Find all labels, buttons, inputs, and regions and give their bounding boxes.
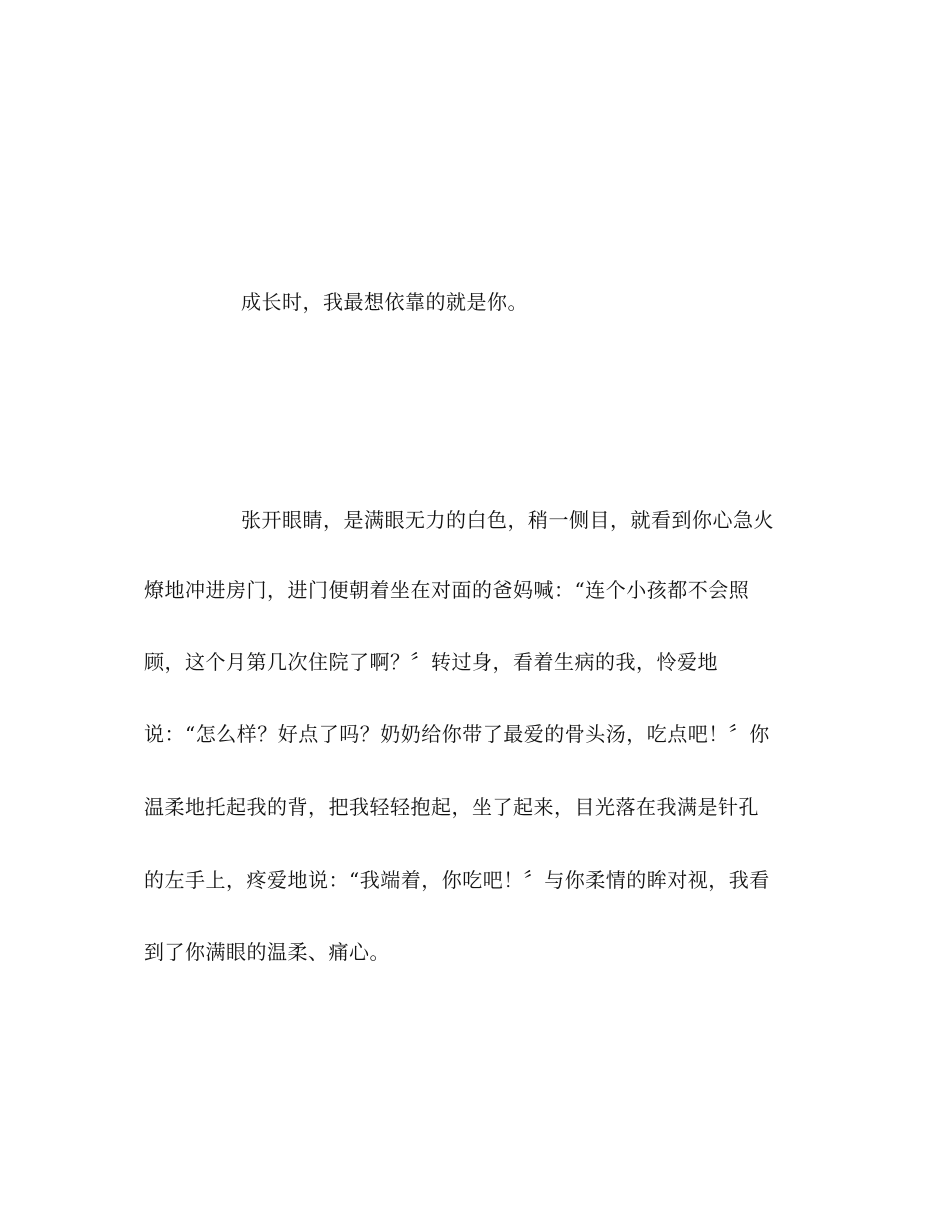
paragraph-2-line-6: 的左手上，疼爱地说：“我端着，你吃吧！〞与你柔情的眸对视，我看 bbox=[144, 868, 770, 892]
paragraph-2-line-5: 温柔地托起我的背，把我轻轻抱起，坐了起来，目光落在我满是针孔 bbox=[144, 795, 759, 819]
paragraph-2-line-1: 张开眼睛，是满眼无力的白色，稍一侧目，就看到你心急火 bbox=[241, 508, 774, 532]
paragraph-1-line-1: 成长时，我最想依靠的就是你。 bbox=[241, 290, 528, 314]
paragraph-2-line-7: 到了你满眼的温柔、痛心。 bbox=[144, 940, 390, 964]
paragraph-2-line-2: 燎地冲进房门，进门便朝着坐在对面的爸妈喊：“连个小孩都不会照 bbox=[144, 578, 750, 602]
paragraph-2-line-4: 说：“怎么样？好点了吗？奶奶给你带了最爱的骨头汤，吃点吧！〞你 bbox=[144, 722, 770, 746]
paragraph-2-line-3: 顾，这个月第几次住院了啊？〞转过身，看着生病的我，怜爱地 bbox=[144, 650, 718, 674]
